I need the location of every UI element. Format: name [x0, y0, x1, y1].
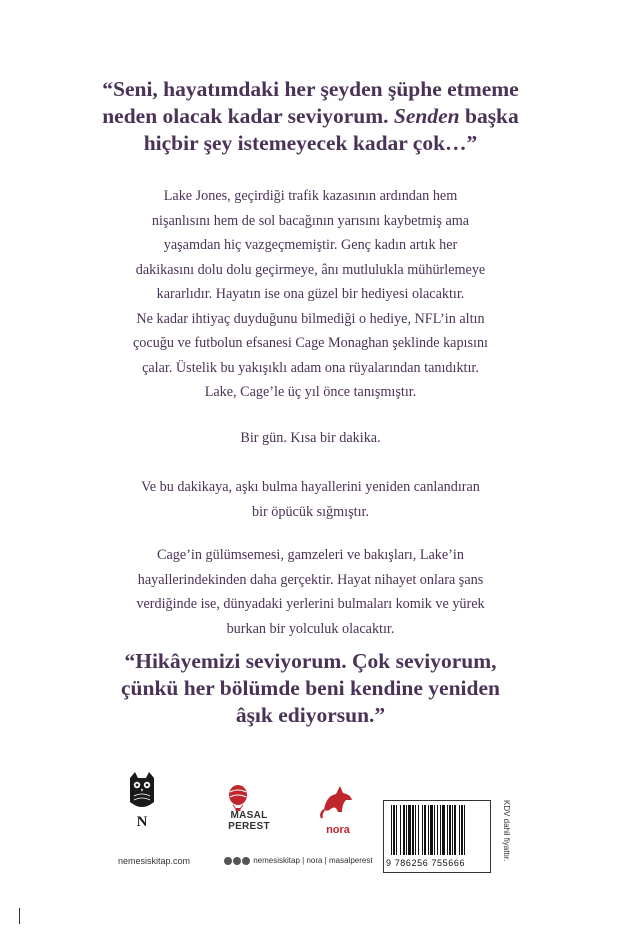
- opening-quote-line-3: hiçbir şey istemeyecek kadar çok…”: [143, 131, 478, 155]
- website-link[interactable]: nemesiskitap.com: [118, 856, 191, 866]
- barcode-bar: [434, 805, 435, 855]
- barcode-bar: [422, 805, 423, 855]
- barcode-bar: [400, 805, 401, 855]
- blurb-line: nişanlısını hem de sol bacağının yarısını kaybetmiş ama: [151, 212, 470, 229]
- nemesis-owl-logo: [122, 768, 162, 830]
- blurb-line: burkan bir yolculuk olacaktır.: [226, 620, 395, 637]
- barcode-bar: [412, 805, 414, 855]
- barcode-bar: [461, 805, 463, 855]
- owl-icon: [122, 768, 162, 830]
- closing-quote-line: âşık ediyorsun.”: [235, 703, 386, 727]
- barcode-bar: [464, 805, 465, 855]
- social-handles: [224, 856, 373, 865]
- barcode-bar: [440, 805, 441, 855]
- nora-wordmark: nora: [326, 824, 350, 836]
- vat-note: KDV dahil fiyattır.: [502, 800, 511, 862]
- x-twitter-icon: [242, 857, 250, 865]
- barcode-bar: [430, 805, 433, 855]
- opening-quote-line-1: “Seni, hayatımdaki her şeyden şüphe etmeme: [102, 77, 519, 101]
- blurb-paragraph-2: [40, 426, 581, 451]
- barcode-bar: [454, 805, 456, 855]
- blurb-line: bir öpücük sığmıştır.: [251, 503, 370, 520]
- barcode-bar: [449, 805, 451, 855]
- crop-mark: [19, 908, 20, 924]
- barcode-bar: [452, 805, 453, 855]
- blurb-line: çalar. Üstelik bu yakışıklı adam ona rüyalarından tanıdıktır.: [142, 359, 479, 376]
- barcode-bar: [459, 805, 460, 855]
- masalperest-wordmark: [214, 810, 284, 832]
- closing-quote-line: “Hikâyemizi seviyorum. Çok seviyorum,: [124, 649, 497, 673]
- barcode-bar: [415, 805, 416, 855]
- masal-word: MASAL: [230, 810, 268, 821]
- blurb-line: yaşamdan hiç vazgeçmemiştir. Genç kadın artık her: [163, 237, 458, 253]
- owl-letter: N: [136, 814, 148, 830]
- social-handles-text: nemesiskitap | nora | masalperest: [253, 856, 373, 865]
- blurb-line: hayallerindekinden daha gerçektir. Hayat nihayet onlara şans: [137, 571, 484, 588]
- isbn-barcode: [383, 800, 491, 873]
- facebook-icon: [224, 857, 232, 865]
- blurb-line: Bir gün. Kısa bir dakika.: [240, 430, 381, 446]
- blurb-line: Ne kadar ihtiyaç duyduğunu bilmediği o hediye, NFL’in altın: [136, 310, 485, 327]
- barcode-bar: [428, 805, 429, 855]
- barcode-bar: [391, 805, 392, 855]
- barcode-bar: [424, 805, 426, 855]
- blurb-line: kararlıdır. Hayatın ise ona güzel bir hediyesi olacaktır.: [156, 286, 465, 302]
- fox-icon: [316, 780, 360, 822]
- blurb-line: Cage’in gülümsemesi, gamzeleri ve bakışları, Lake’in: [157, 547, 464, 563]
- closing-quote: [40, 648, 581, 729]
- barcode-bar: [437, 805, 438, 855]
- opening-quote: [40, 76, 581, 157]
- opening-quote-line-2-end: başka: [459, 104, 519, 128]
- blurb-line: Lake Jones, geçirdiği trafik kazasının ardından hem: [163, 188, 458, 204]
- perest-word: PEREST: [228, 821, 270, 832]
- barcode-bar: [442, 805, 445, 855]
- barcode-bar: [393, 805, 395, 855]
- barcode-bar: [408, 805, 411, 855]
- blurb-line: çocuğu ve futbolun efsanesi Cage Monaghan şeklinde kapısını: [133, 335, 488, 351]
- barcode-bar: [396, 805, 397, 855]
- blurb-line: Ve bu dakikaya, aşkı bulma hayallerini yeniden canlandıran: [141, 479, 480, 495]
- blurb-paragraph-4: [40, 543, 581, 641]
- balloon-icon: [214, 784, 284, 812]
- barcode-bar: [406, 805, 407, 855]
- publisher-footer: [0, 768, 621, 888]
- blurb-line: verdiğinde ise, dünyadaki yerlerini bulmaları komik ve yürek: [136, 596, 485, 612]
- barcode-bar: [403, 805, 405, 855]
- blurb-paragraph-1: [40, 184, 581, 405]
- blurb-paragraph-3: [40, 475, 581, 524]
- instagram-icon: [233, 857, 241, 865]
- barcode-bar: [447, 805, 448, 855]
- opening-quote-line-2: [40, 103, 581, 130]
- nora-logo: [316, 780, 360, 840]
- opening-quote-emphasis: Senden: [393, 104, 460, 128]
- isbn-number: 9 786256 755666: [386, 858, 466, 868]
- barcode-bar: [418, 805, 419, 855]
- blurb-line: Lake, Cage’le üç yıl önce tanışmıştır.: [204, 384, 417, 400]
- closing-quote-line: çünkü her bölümde beni kendine yeniden: [121, 676, 500, 700]
- blurb-line: dakikasını dolu dolu geçirmeye, ânı mutlulukla mühürlemeye: [135, 261, 486, 278]
- opening-quote-line-2-start: neden olacak kadar seviyorum.: [102, 104, 394, 128]
- barcode-icon: [390, 805, 484, 857]
- masalperest-logo: [214, 784, 284, 840]
